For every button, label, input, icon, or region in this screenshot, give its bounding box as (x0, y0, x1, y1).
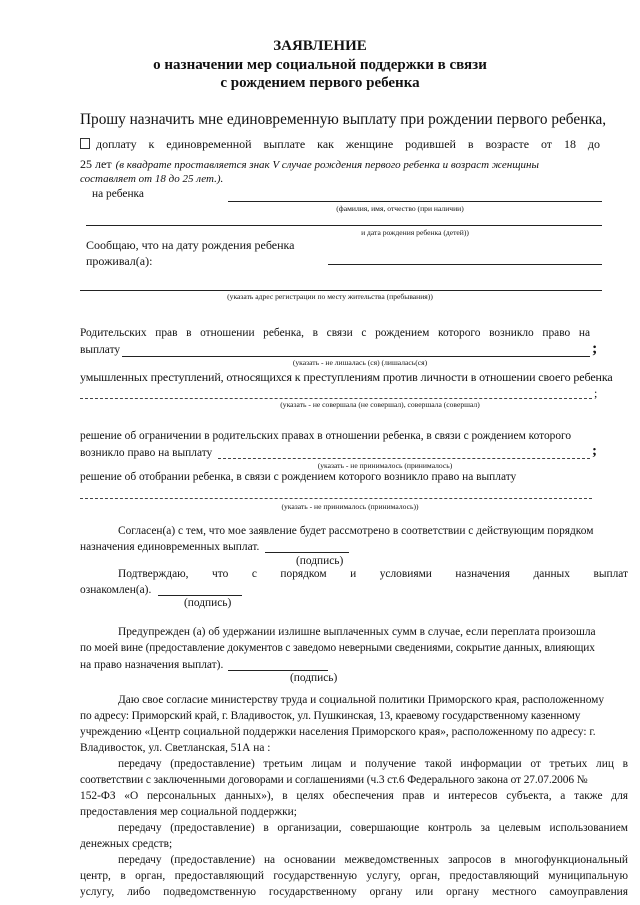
option-line1 (80, 137, 600, 152)
option-text: доплату к единовременной выплате как женщине родившей в возрасте от 18 до (96, 137, 600, 151)
consent-signature-label: (подпись) (296, 555, 344, 567)
restriction-field[interactable] (218, 458, 590, 459)
parental-rights-line1: Родительских прав в отношении ребенка, в связи с рождением которого возникло право на (80, 327, 590, 339)
crimes-field[interactable] (80, 398, 592, 399)
pd-item1-line1: передачу (предоставление) третьим лицам и получение такой информации от третьих лиц в (118, 758, 628, 770)
address-hint: (указать адрес регистрации по месту жительства (пребывания)) (227, 292, 433, 301)
child-birthdate-line[interactable] (86, 225, 602, 226)
crimes-line1: умышленных преступлений, относящихся к преступлениям против личности в отношении своего ребенка (80, 370, 613, 384)
option-note: (в квадрате проставляется знак V случае рождения первого ребенка и возраст женщины (115, 159, 539, 171)
option-note-end: составляет от 18 до 25 лет.). (80, 173, 224, 185)
warning-line2: по моей вине (предоставление документов с заведомо неверными сведениями, сокрытие данных, влияющих (80, 642, 595, 654)
pd-line3: учреждению «Центр социальной поддержки населения Приморского края», расположенному по адресу: г. (80, 726, 596, 738)
crimes-hint: (указать - не совершала (не совершал), совершала (совершал) (280, 400, 480, 409)
form-subtitle-line2: с рождением первого ребенка (220, 75, 420, 91)
pd-line1: Даю свое согласие министерству труда и социальной политики Приморского края, расположенному (118, 694, 605, 706)
removal-field[interactable] (80, 498, 592, 499)
parental-rights-field[interactable] (122, 356, 590, 357)
parental-rights-hint: (указать - не лишалась (ся) (лишалась(ся) (292, 358, 428, 367)
child-name-hint: (фамилия, имя, отчество (при наличии) (336, 204, 464, 213)
option-line2 (80, 155, 539, 173)
pd-line4: Владивосток, ул. Светланская, 51А на : (80, 742, 271, 754)
pd-item2-line2: денежных средств; (80, 838, 173, 850)
pd-item1-line3: 152-ФЗ «О персональных данных»), в целях обеспечения прав и интересов субъекта, а также для (80, 790, 628, 802)
restriction-line2: возникло право на выплату (80, 447, 213, 459)
pd-item2-line1: передачу (предоставление) в организации, совершающие контроль за целевым использованием (118, 822, 628, 834)
warning-signature-field[interactable] (228, 670, 328, 671)
restriction-semicolon: ; (592, 443, 597, 459)
confirm-line1: Подтверждаю, что с порядком и условиями назначения данных выплат (118, 568, 628, 580)
consent-line2: назначения единовременных выплат. (80, 541, 260, 553)
confirm-signature-label: (подпись) (184, 597, 232, 609)
pd-line2: по адресу: Приморский край, г. Владивосток, ул. Пушкинская, 13, краевому государственному казенному (80, 710, 581, 722)
pd-item3-line2: центр, в орган, предоставляющий государственную услугу, орган, предоставляющий муниципальную (80, 870, 628, 882)
pd-item3-line1: передачу (предоставление) на основании межведомственных запросов в многофункциональный (118, 854, 628, 866)
warning-line3: на право назначения выплат). (80, 659, 224, 671)
request-line: Прошу назначить мне единовременную выплату при рождении первого ребенка, (80, 111, 607, 128)
form-title: ЗАЯВЛЕНИЕ (273, 38, 367, 54)
consent-signature-field[interactable] (265, 552, 349, 553)
residence-line1: Сообщаю, что на дату рождения ребенка (86, 238, 295, 252)
child-label: на ребенка (92, 188, 144, 200)
residence-line[interactable] (328, 264, 602, 265)
child-birthdate-hint: и дата рождения ребенка (детей)) (361, 228, 469, 237)
pd-item3-line3: услугу, либо подведомственную государственному органу или органу местного самоуправления (80, 886, 628, 898)
restriction-line1: решение об ограничении в родительских правах в отношении ребенка, в связи с рождением которого (80, 430, 572, 442)
residence-line2: проживал(а): (86, 254, 153, 268)
child-name-line[interactable] (228, 201, 602, 202)
address-line[interactable] (80, 290, 602, 291)
confirm-line2: ознакомлен(а). (80, 584, 152, 596)
crimes-semicolon: ; (594, 386, 598, 400)
pd-item1-line4: предоставления мер социальной поддержки; (80, 806, 297, 818)
removal-line1: решение об отобрании ребенка, в связи с рождением которого возникло право на выплату (80, 471, 517, 483)
confirm-signature-field[interactable] (158, 595, 242, 596)
warning-signature-label: (подпись) (290, 672, 338, 684)
warning-line1: Предупрежден (а) об удержании излишне выплаченных сумм в случае, если переплата произошла (118, 626, 596, 638)
option-age: 25 лет (80, 157, 112, 171)
consent-line1: Согласен(а) с тем, что мое заявление будет рассмотрено в соответствии с действующим порядком (118, 525, 594, 537)
form-subtitle-line1: о назначении мер социальной поддержки в связи (153, 57, 487, 73)
restriction-hint: (указать - не принималось (принималось) (317, 461, 453, 470)
removal-hint: (указать - не принималось (принималось)) (281, 502, 419, 511)
checkbox[interactable] (80, 138, 90, 149)
parental-rights-semicolon: ; (592, 340, 598, 357)
parental-rights-line2: выплату (80, 344, 121, 356)
pd-item1-line2: соответствии с заключенными договорами и соглашениями (ч.3 ст.6 Федерального закона от 27.07.2006 № (80, 774, 588, 786)
